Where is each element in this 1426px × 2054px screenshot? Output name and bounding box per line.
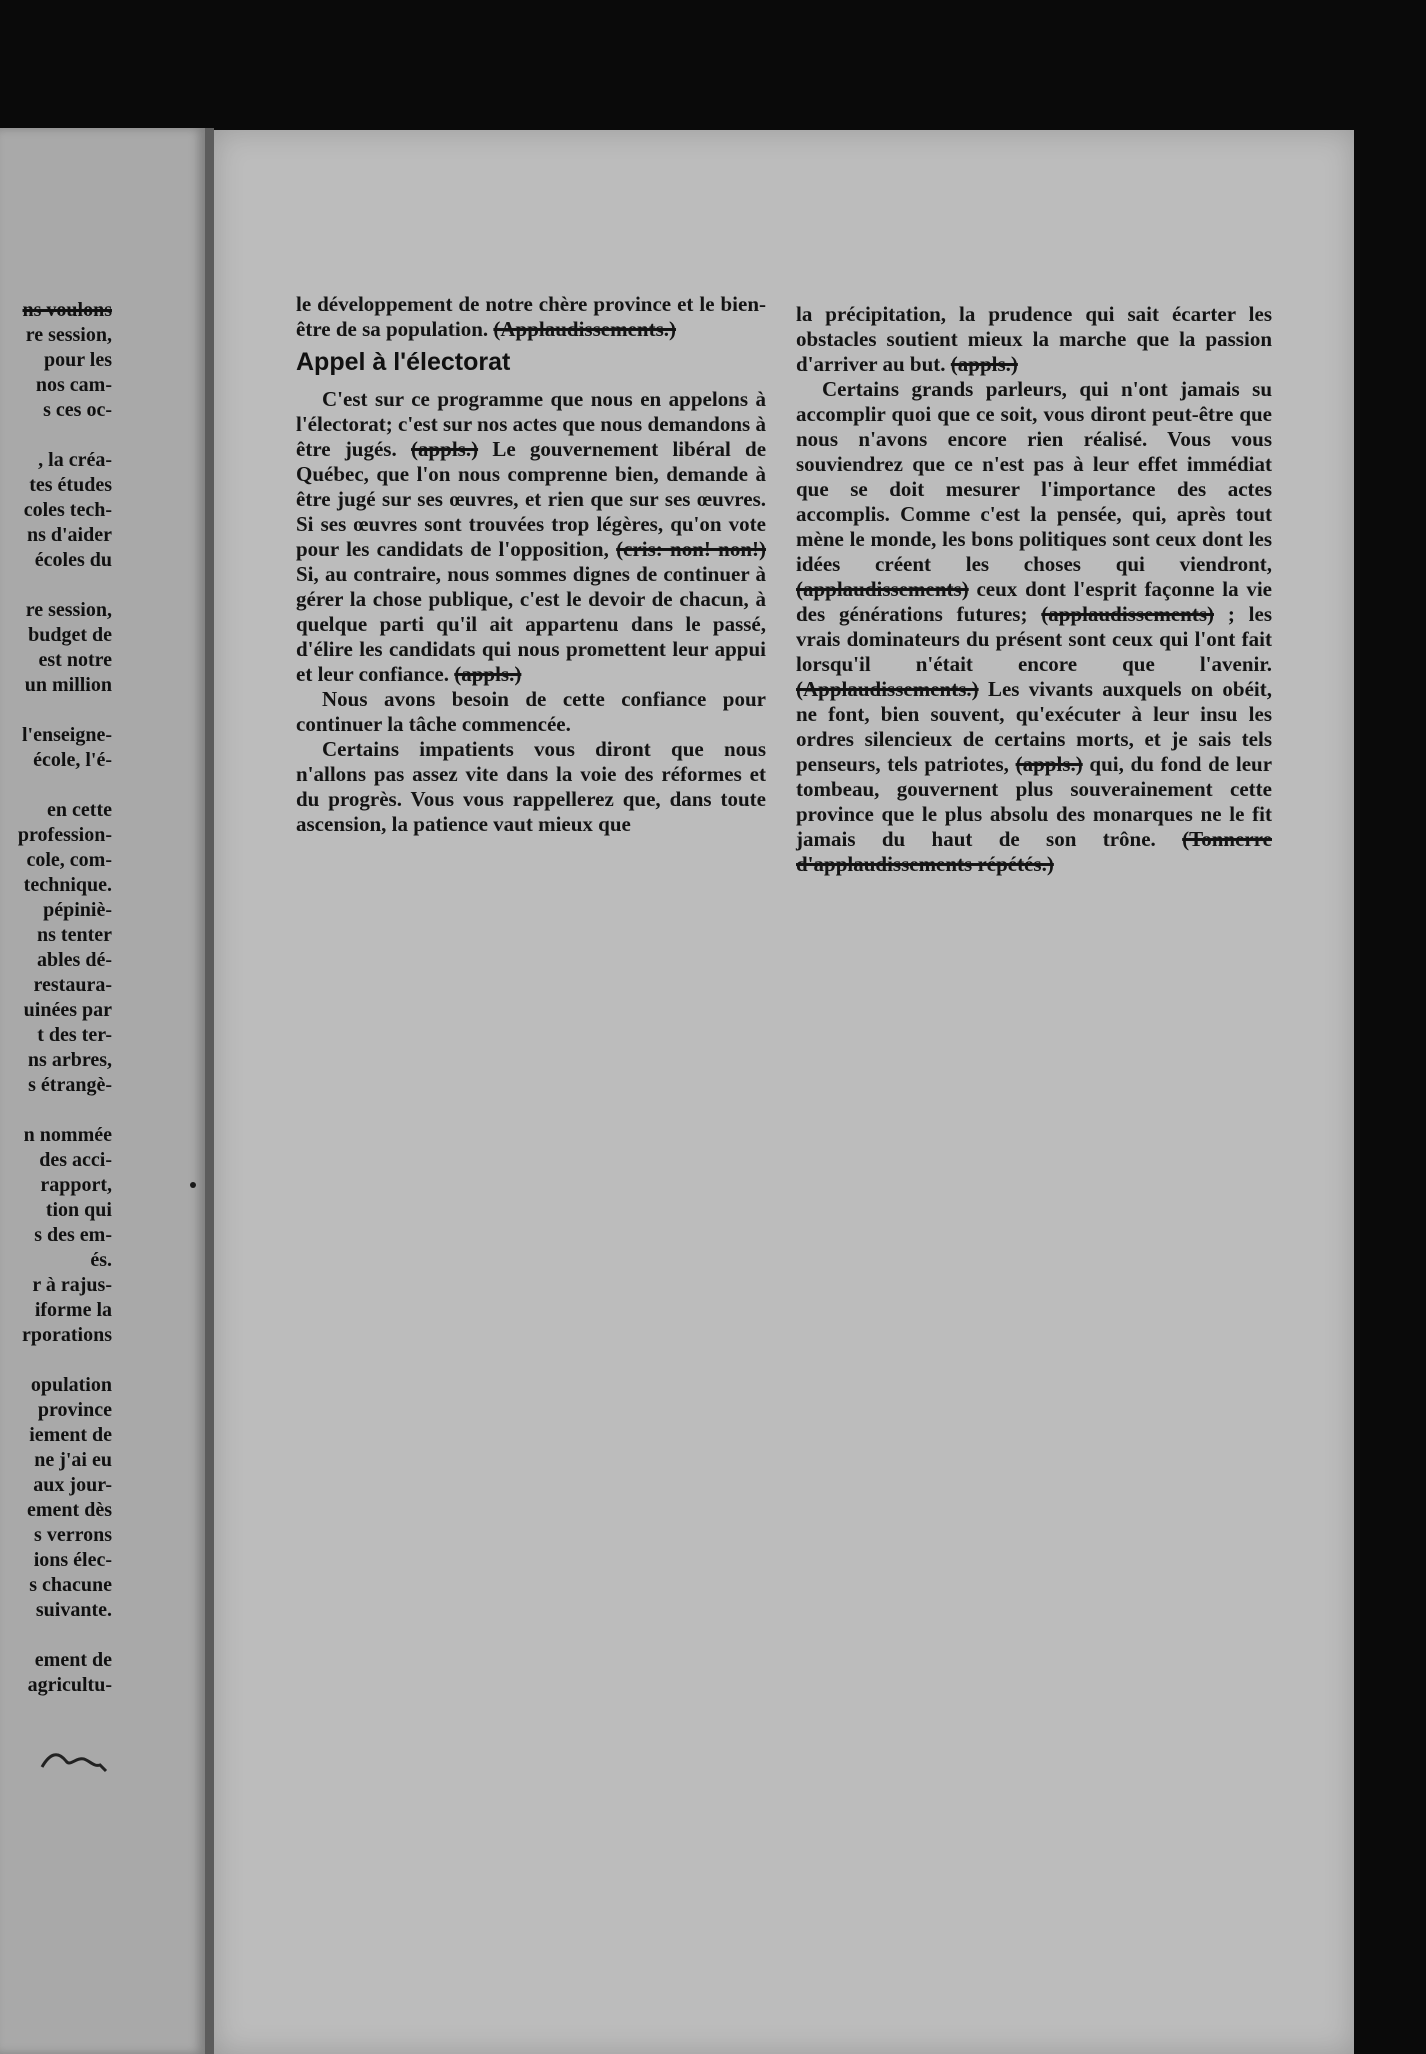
- left-fragment-line: iement de: [29, 1424, 112, 1446]
- left-fragment-line: budget de: [28, 624, 112, 646]
- left-fragment-line: s étrangè-: [28, 1074, 112, 1096]
- left-fragment-line: pour les: [44, 349, 112, 371]
- col1-intro-applause: (Applaudissements.): [493, 317, 677, 341]
- left-fragment-line: est notre: [38, 649, 112, 671]
- left-fragment-line: n nommée: [23, 1124, 112, 1146]
- col2-p1-text: la précipitation, la prudence qui sait écarter les obstacles soutient mieux la marche que la passion d'arriver au but.: [796, 302, 1272, 376]
- left-fragment-line: s des em-: [34, 1224, 112, 1246]
- col1-p1-applause: (appls.): [410, 437, 479, 461]
- page-gutter: [205, 128, 214, 2054]
- left-fragment-line: pépiniè-: [43, 899, 112, 921]
- document-page: [214, 130, 1354, 2054]
- left-fragment-line: école, l'é-: [33, 749, 112, 771]
- left-fragment-line: s verrons: [34, 1524, 112, 1546]
- left-fragment-line: rapport,: [40, 1174, 112, 1196]
- col2-p2b-text: ceux dont l'esprit façonne la vie des générations futures;: [796, 577, 1272, 626]
- left-fragment-line: tion qui: [45, 1199, 112, 1221]
- col1-p1c-text: Si, au contraire, nous sommes dignes de continuer à gérer la chose publique, c'est le devoir de chacun, à quelque parti qu'il ait appartenu dans le passé, d'élire les candidats qui nous promettent leur appui et leur confiance.: [296, 562, 766, 686]
- left-fragment-line: un million: [24, 674, 112, 696]
- left-fragment-line: profession-: [17, 824, 112, 846]
- left-fragment-line: ement dès: [27, 1499, 112, 1521]
- handwritten-mark-icon: [40, 1745, 110, 1775]
- left-fragment-line: és.: [90, 1249, 112, 1271]
- left-fragment-line: ns voulons: [22, 299, 112, 321]
- col2-p2c-text: ; les vrais dominateurs du présent sont ceux qui l'ont fait lorsqu'il n'était encore que l'avenir.: [796, 602, 1273, 676]
- left-fragment-line: re session,: [25, 324, 112, 346]
- left-fragment-line: cole, com-: [26, 849, 112, 871]
- left-fragment-line: t des ter-: [37, 1024, 112, 1046]
- col1-p1b-text: Le gouvernement libéral de Québec, que l'on nous comprenne bien, demande à être jugé sur ses œuvres, et rien que sur ses œuvres. Si ses œuvres sont trouvées trop légères, qu'on vote pour les candidats de l'opposition,: [296, 437, 767, 561]
- column-2: [796, 302, 1272, 877]
- left-fragment-line: ables dé-: [37, 949, 112, 971]
- left-fragment-line: s chacune: [29, 1574, 112, 1596]
- left-fragment-line: rporations: [22, 1324, 112, 1346]
- col1-p1c-applause: (appls.): [454, 662, 522, 686]
- left-fragment-line: s ces oc-: [43, 399, 112, 421]
- col1-intro-text: le développement de notre chère province et le bien-être de sa population.: [296, 292, 766, 341]
- col2-p2a-applause: (applaudissements): [796, 577, 969, 601]
- left-fragment-line: re session,: [25, 599, 112, 621]
- left-fragment-line: tes études: [29, 474, 112, 496]
- col2-p2c-applause: (Applaudissements.): [796, 677, 979, 701]
- ink-speck: [190, 1182, 196, 1188]
- left-fragment-line: ns tenter: [37, 924, 112, 946]
- left-fragment-line: ement de: [34, 1649, 112, 1671]
- left-fragment-line: aux jour-: [33, 1474, 112, 1496]
- left-fragment-line: opulation: [30, 1374, 112, 1396]
- section-heading: Appel à l'électorat: [296, 348, 511, 376]
- left-fragment-line: province: [37, 1399, 112, 1421]
- col2-p2d-applause: (appls.): [1015, 752, 1083, 776]
- left-fragment-line: en cette: [47, 799, 112, 821]
- left-fragment-line: suivante.: [35, 1599, 112, 1621]
- left-fragment-line: des acci-: [39, 1149, 112, 1171]
- col2-p2e-text: qui, du fond de leur tombeau, gouvernent plus souverainement cette province que le plus absolu des monarques ne le fit jamais du haut de son trône.: [796, 752, 1273, 851]
- col2-p1-applause: (appls.): [950, 352, 1018, 376]
- left-fragment-line: restaura-: [33, 974, 112, 996]
- left-fragment-line: l'enseigne-: [22, 724, 112, 746]
- col2-paragraph-1: [796, 302, 1272, 377]
- col1-p1-cries: (cris: non! non!): [616, 537, 767, 561]
- col2-p2b-applause: (applaudissements): [1041, 602, 1214, 626]
- left-fragment-line: ns arbres,: [27, 1049, 112, 1071]
- left-fragment-line: ions élec-: [33, 1549, 112, 1571]
- col1-p1-text: C'est sur ce programme que nous en appelons à l'électorat; c'est sur nos actes que nous demandons à être jugés.: [296, 387, 766, 461]
- left-fragment-line: agricultu-: [27, 1674, 112, 1696]
- left-fragment-line: technique.: [23, 874, 112, 896]
- col1-paragraph-2: Nous avons besoin de cette confiance pour continuer la tâche commencée.: [296, 687, 766, 736]
- col2-paragraph-2: [796, 377, 1272, 877]
- left-fragment-line: nos cam-: [35, 374, 112, 396]
- column-1: [296, 292, 766, 837]
- left-fragment-line: écoles du: [34, 549, 112, 571]
- left-fragment-line: ns d'aider: [26, 524, 112, 546]
- col2-p2a-text: Certains grands parleurs, qui n'ont jamais su accomplir quoi que ce soit, vous diront peut-être que nous n'avons encore rien réalisé. Vous vous souviendrez que ce n'est pas à leur effet immédiat que se doit mesurer l'importance des actes accomplis. Comme c'est la pensée, qui, après tout mène le monde, les bons politiques sont ceux dont les idées créent les choses qui viendront,: [796, 377, 1272, 576]
- col1-paragraph-3: Certains impatients vous diront que nous n'allons pas assez vite dans la voie des réformes et du progrès. Vous vous rappellerez que, dans toute ascension, la patience vaut mieux que: [296, 737, 766, 836]
- left-fragment-line: r à rajus-: [32, 1274, 112, 1296]
- left-fragment-line: iforme la: [34, 1299, 112, 1321]
- col1-paragraph-1: [296, 387, 766, 687]
- col1-intro: [296, 292, 766, 342]
- col2-p2d-text: Les vivants auxquels on obéit, ne font, bien souvent, qu'exécuter à leur insu les ordres silencieux de certains morts, et je sais tels penseurs, tels patriotes,: [796, 677, 1272, 776]
- left-fragment-line: uinées par: [23, 999, 112, 1021]
- left-fragment-line: coles tech-: [23, 499, 112, 521]
- col2-p2e-applause: (Tonnerre d'applaudissements répétés.): [796, 827, 1272, 876]
- left-fragment-line: ne j'ai eu: [34, 1449, 112, 1471]
- left-fragment-line: , la créa-: [38, 449, 112, 471]
